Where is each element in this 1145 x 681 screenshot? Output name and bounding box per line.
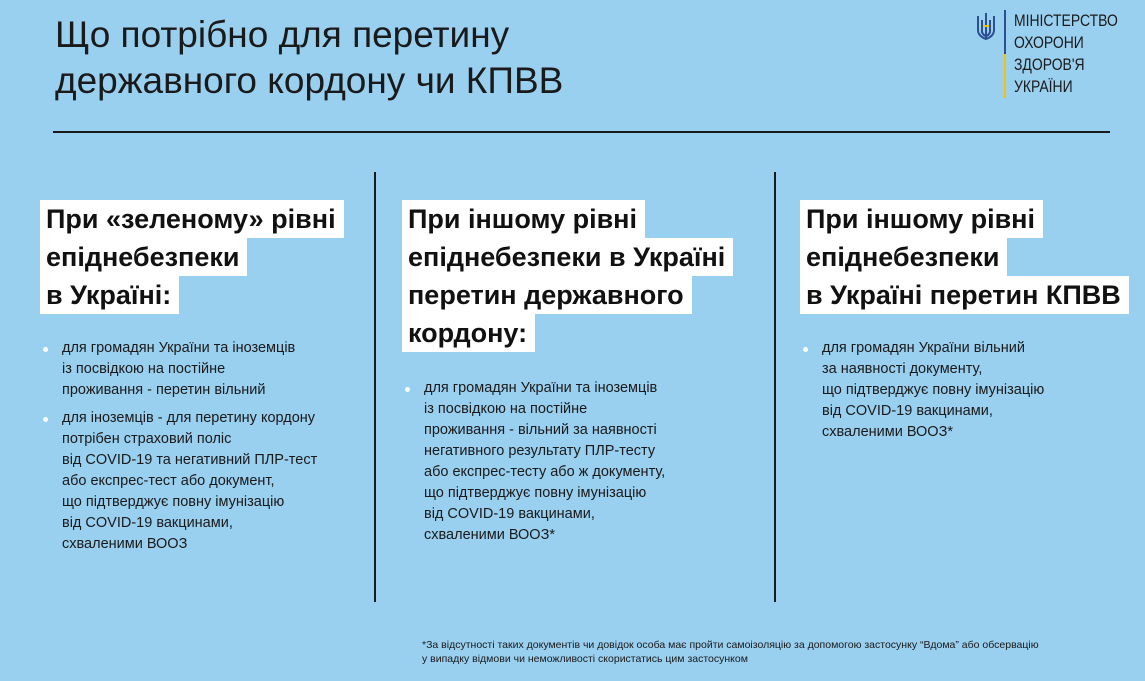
column-other-level-kpvv [800,200,1140,450]
heading-line: епіднебезпеки в Україні [402,238,733,276]
bullet-list [40,338,360,555]
column-green-level [40,200,360,562]
logo-line-4: УКРАЇНИ [1014,77,1073,96]
heading-line: перетин державного [402,276,692,314]
heading-line: При «зеленому» рівні [40,200,344,238]
column-heading [40,200,360,314]
footnote: *За відсутності таких документів чи довідок особа має пройти самоізоляцію за допомогою застосунку “Вдома” або обсервацію у випадку відмови чи неможливості скористатись цим застосунком [422,639,1039,665]
bullet-list [402,378,762,546]
list-item: для громадян України та іноземців із посвідкою на постійне проживання - перетин вільний [40,338,360,401]
heading-line: кордону: [402,314,535,352]
page-title-line-1: Що потрібно для перетину [55,14,510,55]
title-divider [53,131,1110,133]
logo-line-1: МІНІСТЕРСТВО [1014,11,1118,30]
heading-line: При іншому рівні [402,200,645,238]
ministry-logo [976,10,1141,100]
logo-line-2: ОХОРОНИ [1014,33,1084,52]
column-heading [402,200,762,352]
bullet-list [800,338,1140,443]
logo-line-3: ЗДОРОВ'Я [1014,55,1085,74]
column-other-level-border [402,200,762,553]
heading-line: При іншому рівні [800,200,1043,238]
trident-icon [976,12,996,42]
heading-line: в Україні перетин КПВВ [800,276,1129,314]
logo-text [1014,10,1118,100]
column-divider-1 [374,172,376,602]
page-title-line-2: державного кордону чи КПВВ [55,60,564,101]
column-divider-2 [774,172,776,602]
page-title [55,12,755,104]
heading-line: в Україні: [40,276,179,314]
heading-line: епіднебезпеки [800,238,1007,276]
list-item: для громадян України вільний за наявності документу, що підтверджує повну імунізацію від COVID-19 вакцинами, схваленими ВООЗ* [800,338,1140,443]
logo-divider [1004,10,1006,98]
column-heading [800,200,1140,314]
heading-line: епіднебезпеки [40,238,247,276]
list-item: для іноземців - для перетину кордону потрібен страховий поліс від COVID-19 та негативний ПЛР-тест або експрес-тест або документ, що підтверджує повну імунізацію від COVID-19 вакцинами, схваленими ВООЗ [40,408,360,555]
list-item: для громадян України та іноземців із посвідкою на постійне проживання - вільний за наявності негативного результату ПЛР-тесту або експрес-тесту або ж документу, що підтверджує повну імунізацію від COVID-19 вакцинами, схваленими ВООЗ* [402,378,762,546]
